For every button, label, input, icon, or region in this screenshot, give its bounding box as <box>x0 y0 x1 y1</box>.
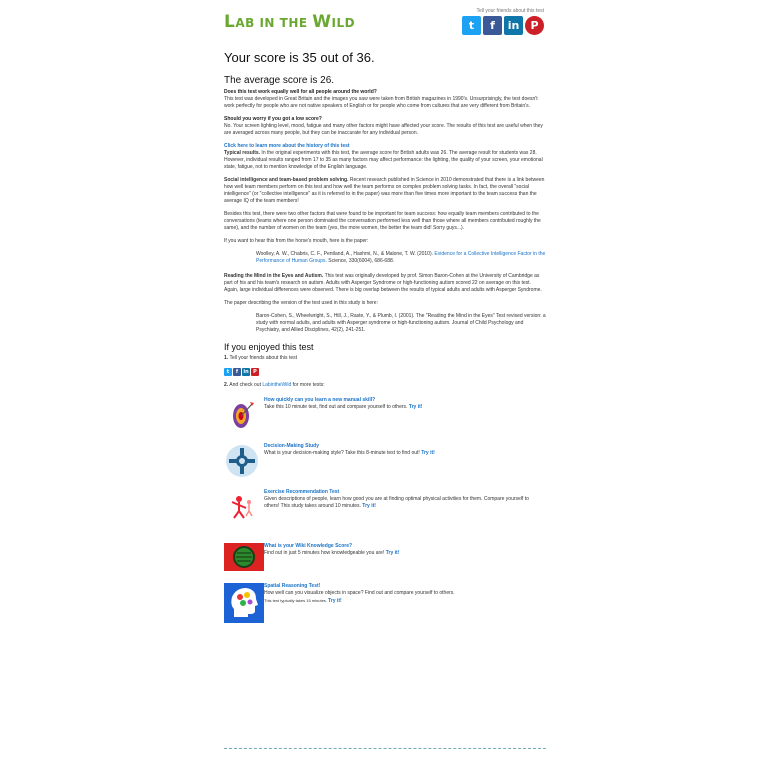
score-title: Your score is 35 out of 36. <box>224 50 375 65</box>
citation-authors: Woolley, A. W., Chabris, C. F., Pentland, A., Hashmi, N., & Malone, T. W. (2010). <box>256 251 435 257</box>
target-icon <box>224 397 260 433</box>
facebook-icon[interactable]: f <box>483 16 502 35</box>
test-text <box>264 397 544 411</box>
decision-compass-icon <box>224 443 260 479</box>
reading-mind-body: This test was originally developed by prof. Simon Baron-Cohen at the University of Cambridge as part of his and his team's research on autism. Adults with Asperger Syndrome or high-functioning autism scored 22 on average on this test. Again, large individual differences were observed. There is big overlap between the results of typical adults and adults with Asperger Syndrome. <box>224 273 542 293</box>
reading-mind-heading: Reading the Mind in the Eyes and Autism. <box>224 273 324 279</box>
average-score: The average score is 26. <box>224 75 335 86</box>
test-title[interactable]: Decision-Making Study <box>264 443 320 449</box>
test-description <box>264 590 544 605</box>
test-desc-text: How well can you visualize objects in space? Find out and compare yourself to others. <box>264 590 455 596</box>
linkedin-icon[interactable]: in <box>243 369 249 375</box>
logo-letter-l: L <box>224 12 236 32</box>
social-intelligence <box>224 177 546 205</box>
step-text: And check out <box>228 382 263 388</box>
share-buttons <box>444 16 544 35</box>
typical-results-body: In the original experiments with this test, the average score for British adults was 26. The average result for students was 28. However, individual results ranged from 17 to 35 as many factors may affect performance: the lighting, the quality of your screen, your emotional state, fatigue, not to mention knowledge of the English language. <box>224 150 543 170</box>
main-content <box>224 50 546 629</box>
citation-journal: Science, 330(6004), 686-688. <box>326 258 395 264</box>
test-desc-text: Given descriptions of people, learn how good you are at finding optimal physical activities for them. Compare yourself to others! This study takes around 10 minutes. <box>264 496 529 509</box>
test-description <box>264 404 544 411</box>
social-intelligence-body: Recent research published in Science in 2010 demonstrated that there is a link between how well team members perform on this test and how well the team performs on complex problem solving tasks. In fact, the overall "social intelligence" (or "collective intelligence" as it is referred to in the paper) was more than five times more important to the team success than the average IQ of the team members! <box>224 177 545 204</box>
linkedin-icon[interactable]: in <box>504 16 523 35</box>
horse-mouth-text: If you want to hear this from the horse's mouth, here is the paper: <box>224 238 369 244</box>
test-title[interactable]: Exercise Recommendation Test <box>264 489 340 495</box>
try-it-link[interactable]: Try it! <box>385 550 400 556</box>
test-item-decision-making[interactable] <box>224 443 546 485</box>
step-number: 2. <box>224 382 229 388</box>
logo-text-ab: AB IN THE <box>235 16 313 30</box>
share-text: Tell your friends about this test <box>476 8 544 14</box>
test-title[interactable]: How quickly can you learn a new manual skill? <box>264 397 376 403</box>
exercise-figure-icon <box>224 489 260 525</box>
twitter-icon[interactable]: t <box>224 368 232 376</box>
test-item-spatial[interactable] <box>224 583 546 625</box>
typical-results <box>224 150 546 171</box>
enjoy-step-1 <box>224 355 546 362</box>
share-block <box>444 8 544 35</box>
test-item-wiki[interactable] <box>224 543 546 579</box>
faq-answer: No. Your screen lighting level, mood, fatigue and many other factors might have affected your score. The results of this test are useful when they are averaged across many people, but they can be inaccurate for any individual person. <box>224 123 543 136</box>
enjoy-step-2 <box>224 382 546 389</box>
paper-description: The paper describing the version of the test used in this study is here: <box>224 300 378 306</box>
twitter-icon[interactable]: t <box>462 16 481 35</box>
citation-link[interactable]: Evidence for a Collective Intelligence Factor in the Performance of Human Groups. <box>256 251 546 264</box>
social-intelligence-heading: Social intelligence and team-based problem solving. <box>224 177 349 183</box>
logo-letter-w: W <box>312 12 332 32</box>
enjoy-title: If you enjoyed this test <box>224 342 314 352</box>
step-text: for more tests: <box>291 382 325 388</box>
labinthewild-link[interactable]: LabintheWild <box>262 382 292 388</box>
test-item-exercise[interactable] <box>224 489 546 539</box>
try-it-link[interactable]: Try it! <box>421 450 435 456</box>
history-link[interactable]: Click here to learn more about the history of this test <box>224 143 350 149</box>
faq-question: Does this test work equally well for all people around the world? <box>224 89 377 95</box>
besides-text: Besides this test, there were two other factors that were found to be important for team success: how equally team members contributed to the conversations (teams where one person dominated the conversation performed less well than those where all members contributed roughly the same), and the number of women on the team (yes, the more women, the better the team did! Sorry guys...). <box>224 211 541 231</box>
faq-question: Should you worry if you got a low score? <box>224 116 322 122</box>
test-text <box>264 583 544 605</box>
header <box>224 8 544 42</box>
test-desc-text: What is your decision-making style? Take this 8-minute test to find out! <box>264 450 422 456</box>
test-title[interactable]: What is your Wiki Knowledge Score? <box>264 543 353 549</box>
try-it-link[interactable]: Try it! <box>328 598 342 604</box>
test-title[interactable]: Spatial Reasoning Test! <box>264 583 321 589</box>
test-desc-duration: This test typically takes 15 minutes. <box>264 598 329 603</box>
step-number: 1. <box>224 355 229 361</box>
step-text: Tell your friends about this test <box>228 355 298 361</box>
pinterest-icon[interactable]: P <box>251 368 259 376</box>
faq-answer: This test was developed in Great Britain and the images you saw were taken from British magazines in 1990's. Unsurprisingly, the test doesn't work perfectly for people who are not native speakers of English or for people who come from cultures that are very different from Britain's. <box>224 96 538 109</box>
logo-text-ild: ILD <box>331 16 356 30</box>
footer-divider <box>224 748 546 749</box>
wiki-globe-icon <box>224 543 264 571</box>
citation-woolley <box>256 251 546 265</box>
citation-baron-cohen: Baron-Cohen, S., Wheelwright, S., Hill, J., Raste, Y., & Plumb, I. (2001). The "Reading the Mind in the Eyes" Test revised version: a study with normal adults, and adults with Asperger syndrome or high-functioning autism. Journal of Child Psychology and Psychiatry, and Allied Disciplines, 42(2), 241-251. <box>256 313 546 333</box>
test-description <box>264 496 544 510</box>
reading-mind <box>224 273 546 294</box>
test-description <box>264 450 544 457</box>
test-text <box>264 489 544 510</box>
facebook-icon[interactable]: f <box>233 368 241 376</box>
try-it-link[interactable]: Try it! <box>362 503 376 509</box>
try-it-link[interactable]: Try it! <box>408 404 423 410</box>
test-desc-text: Take this 10 minute test, find out and compare yourself to others. <box>264 404 409 410</box>
test-text <box>264 443 544 457</box>
mini-share-buttons <box>224 368 546 376</box>
test-desc-text: Find out in just 5 minutes how knowledgeable you are! <box>264 550 386 556</box>
test-description <box>264 550 544 557</box>
labinthewild-logo[interactable] <box>224 12 355 32</box>
test-text <box>264 543 544 557</box>
pinterest-icon[interactable]: P <box>525 16 544 35</box>
spatial-head-icon <box>224 583 264 623</box>
test-item-manual-skill[interactable] <box>224 397 546 439</box>
typical-results-heading: Typical results. <box>224 150 261 156</box>
